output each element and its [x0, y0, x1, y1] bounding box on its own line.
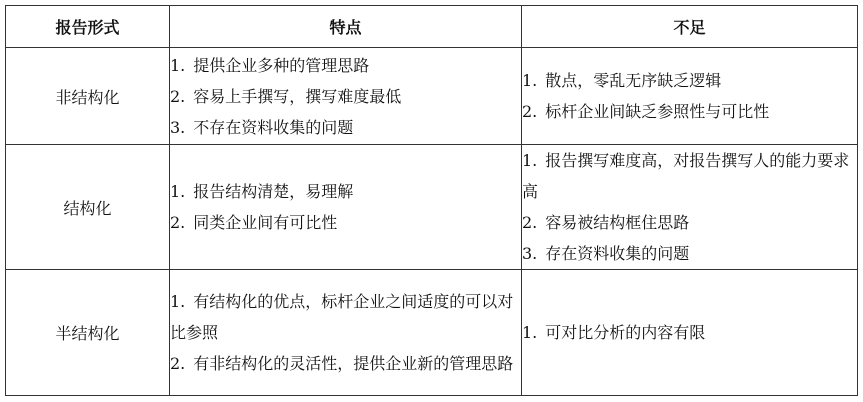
list-item: 1. 报告结构清楚，易理解 [170, 182, 354, 201]
table-row [6, 145, 858, 270]
header-features: 特点 [170, 6, 522, 48]
list-item: 2. 容易上手撰写，撰写难度最低 [170, 86, 402, 106]
list-item: 1. 有结构化的优点，标杆企业之间适度的可以对比参照 [170, 292, 514, 342]
table-row [6, 48, 858, 145]
list-item: 3. 不存在资料收集的问题 [170, 117, 354, 137]
table-row [6, 270, 858, 396]
row-type-cell: 半结构化 [6, 270, 170, 396]
list-item: 2. 容易被结构框住思路 [522, 213, 690, 232]
features-cell [170, 48, 522, 145]
row-type-cell: 非结构化 [6, 48, 170, 145]
shortcomings-cell [522, 145, 858, 270]
features-cell [170, 145, 522, 270]
report-format-table [5, 5, 858, 396]
shortcomings-cell [522, 270, 858, 396]
row-type-cell: 结构化 [6, 145, 170, 270]
list-item: 1. 可对比分析的内容有限 [522, 323, 706, 342]
list-item: 2. 有非结构化的灵活性，提供企业新的管理思路 [170, 354, 514, 373]
shortcomings-cell [522, 48, 858, 145]
features-cell [170, 270, 522, 396]
list-item: 2. 同类企业间有可比性 [170, 213, 338, 232]
list-item: 1. 提供企业多种的管理思路 [170, 55, 370, 75]
list-item: 3. 存在资料收集的问题 [522, 244, 690, 263]
table-header-row [6, 6, 858, 48]
list-item: 1. 散点，零乱无序缺乏逻辑 [522, 71, 722, 90]
header-report-format: 报告形式 [6, 6, 170, 48]
header-shortcomings: 不足 [522, 6, 858, 48]
list-item: 1. 报告撰写难度高，对报告撰写人的能力要求高 [522, 151, 850, 201]
list-item: 2. 标杆企业间缺乏参照性与可比性 [522, 102, 770, 121]
